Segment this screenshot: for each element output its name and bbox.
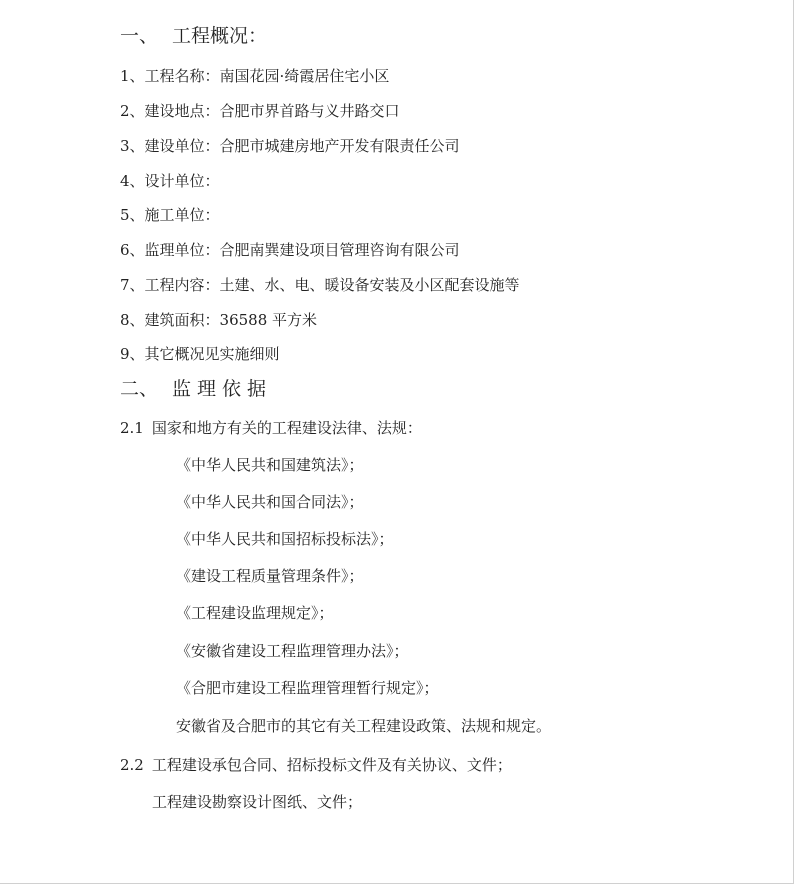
section2-heading-number: 二、	[120, 378, 159, 400]
project-location-item: 2、建设地点：合肥市界首路与义井路交口	[120, 102, 400, 120]
subsection-2-1-number: 2.1	[120, 419, 144, 437]
project-content-item: 7、工程内容：土建、水、电、暖设备安装及小区配套设施等	[120, 276, 520, 294]
law-item: 《工程建设监理规定》；	[176, 604, 334, 622]
law-item: 《安徽省建设工程监理管理办法》；	[176, 642, 409, 660]
design-documents-text: 工程建设勘察设计图纸、文件；	[152, 793, 363, 811]
subsection-2-2	[120, 755, 512, 775]
supervision-unit-item: 6、监理单位：合肥南巽建设项目管理咨询有限公司	[120, 241, 460, 259]
building-area-item: 8、建筑面积：36588 平方米	[120, 311, 318, 329]
section1-heading-number: 一、	[120, 25, 159, 47]
law-item: 《建设工程质量管理条件》；	[176, 567, 364, 585]
section2-heading	[120, 377, 272, 401]
section1-heading-text: 工程概况：	[172, 25, 268, 47]
law-item: 《中华人民共和国合同法》；	[176, 493, 364, 511]
builder-unit-item: 5、施工单位：	[120, 206, 220, 224]
subsection-2-1-text: 国家和地方有关的工程建设法律、法规：	[151, 419, 422, 437]
section1-heading	[120, 24, 267, 48]
design-unit-item: 4、设计单位：	[120, 172, 220, 190]
subsection-2-2-number: 2.2	[120, 756, 144, 774]
section2-heading-text: 监理依据	[172, 378, 273, 400]
law-item: 《合肥市建设工程监理管理暂行规定》；	[176, 679, 439, 697]
project-name-item: 1、工程名称：南国花园·绮霞居住宅小区	[120, 67, 390, 85]
subsection-2-2-text: 工程建设承包合同、招标投标文件及有关协议、文件；	[151, 756, 512, 774]
construction-unit-item: 3、建设单位：合肥市城建房地产开发有限责任公司	[120, 137, 460, 155]
other-overview-item: 9、其它概况见实施细则	[120, 345, 280, 363]
law-item: 《中华人民共和国建筑法》；	[176, 456, 364, 474]
law-item: 《中华人民共和国招标投标法》；	[176, 530, 394, 548]
subsection-2-1	[120, 418, 422, 438]
other-regulations-text: 安徽省及合肥市的其它有关工程建设政策、法规和规定。	[176, 717, 552, 735]
